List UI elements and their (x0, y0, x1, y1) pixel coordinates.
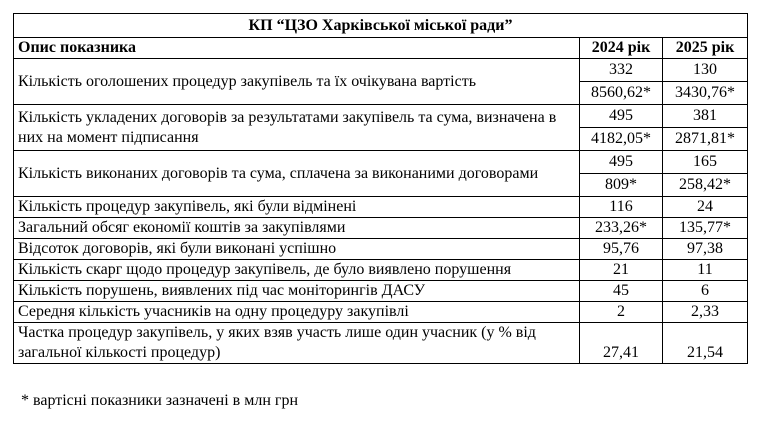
table-header-row (14, 38, 748, 59)
cell-2025: 6 (663, 281, 748, 302)
table-title: КП “ЦЗО Харківської міської ради” (14, 14, 748, 38)
cell-2024: 2 (580, 302, 663, 323)
row-label: Кількість скарг щодо процедур закупівель, де було виявлено порушення (14, 260, 580, 281)
table-row (14, 197, 748, 218)
cell-2024-amount: 4182,05* (580, 128, 663, 151)
cell-2024: 27,41 (580, 323, 663, 364)
header-year-2024: 2024 рік (580, 38, 663, 59)
row-label: Кількість порушень, виявлених під час моніторингів ДАСУ (14, 281, 580, 302)
table-row (14, 302, 748, 323)
header-year-2025: 2025 рік (663, 38, 748, 59)
cell-2025-amount: 258,42* (663, 174, 748, 197)
table-row (14, 281, 748, 302)
cell-2024-count: 495 (580, 105, 663, 128)
row-label: Частка процедур закупівель, у яких взяв участь лише один учасник (у % від загальної кількості процедур) (14, 323, 580, 364)
cell-2025: 97,38 (663, 239, 748, 260)
footnote: * вартісні показники зазначені в млн грн (21, 392, 299, 409)
cell-2025: 2,33 (663, 302, 748, 323)
cell-2025: 135,77* (663, 218, 748, 239)
cell-2025: 21,54 (663, 323, 748, 364)
cell-2024-count: 495 (580, 151, 663, 174)
table-row (14, 239, 748, 260)
cell-2025-count: 165 (663, 151, 748, 174)
cell-2025-amount: 3430,76* (663, 82, 748, 105)
cell-2024-amount: 8560,62* (580, 82, 663, 105)
cell-2024: 21 (580, 260, 663, 281)
cell-2025: 11 (663, 260, 748, 281)
cell-2024-amount: 809* (580, 174, 663, 197)
cell-2024: 45 (580, 281, 663, 302)
table-title-row (14, 14, 748, 38)
cell-2024: 233,26* (580, 218, 663, 239)
cell-2024: 116 (580, 197, 663, 218)
row-label: Загальний обсяг економії коштів за закупівлями (14, 218, 580, 239)
cell-2025-amount: 2871,81* (663, 128, 748, 151)
table-row (14, 323, 748, 364)
cell-2025-count: 381 (663, 105, 748, 128)
cell-2025-count: 130 (663, 59, 748, 82)
row-label: Кількість укладених договорів за результатами закупівель та сума, визначена в них на момент підписання (14, 105, 580, 151)
header-description: Опис показника (14, 38, 580, 59)
row-label: Кількість оголошених процедур закупівель та їх очікувана вартість (14, 59, 580, 105)
table-row (14, 260, 748, 281)
cell-2024: 95,76 (580, 239, 663, 260)
row-label: Середня кількість учасників на одну процедуру закупівлі (14, 302, 580, 323)
table-row (14, 59, 748, 82)
procurement-table (13, 13, 748, 364)
row-label: Кількість процедур закупівель, які були відмінені (14, 197, 580, 218)
table-row (14, 105, 748, 128)
cell-2024-count: 332 (580, 59, 663, 82)
row-label: Кількість виконаних договорів та сума, сплачена за виконаними договорами (14, 151, 580, 197)
cell-2025: 24 (663, 197, 748, 218)
table-row (14, 218, 748, 239)
row-label: Відсоток договорів, які були виконані успішно (14, 239, 580, 260)
table-row (14, 151, 748, 174)
